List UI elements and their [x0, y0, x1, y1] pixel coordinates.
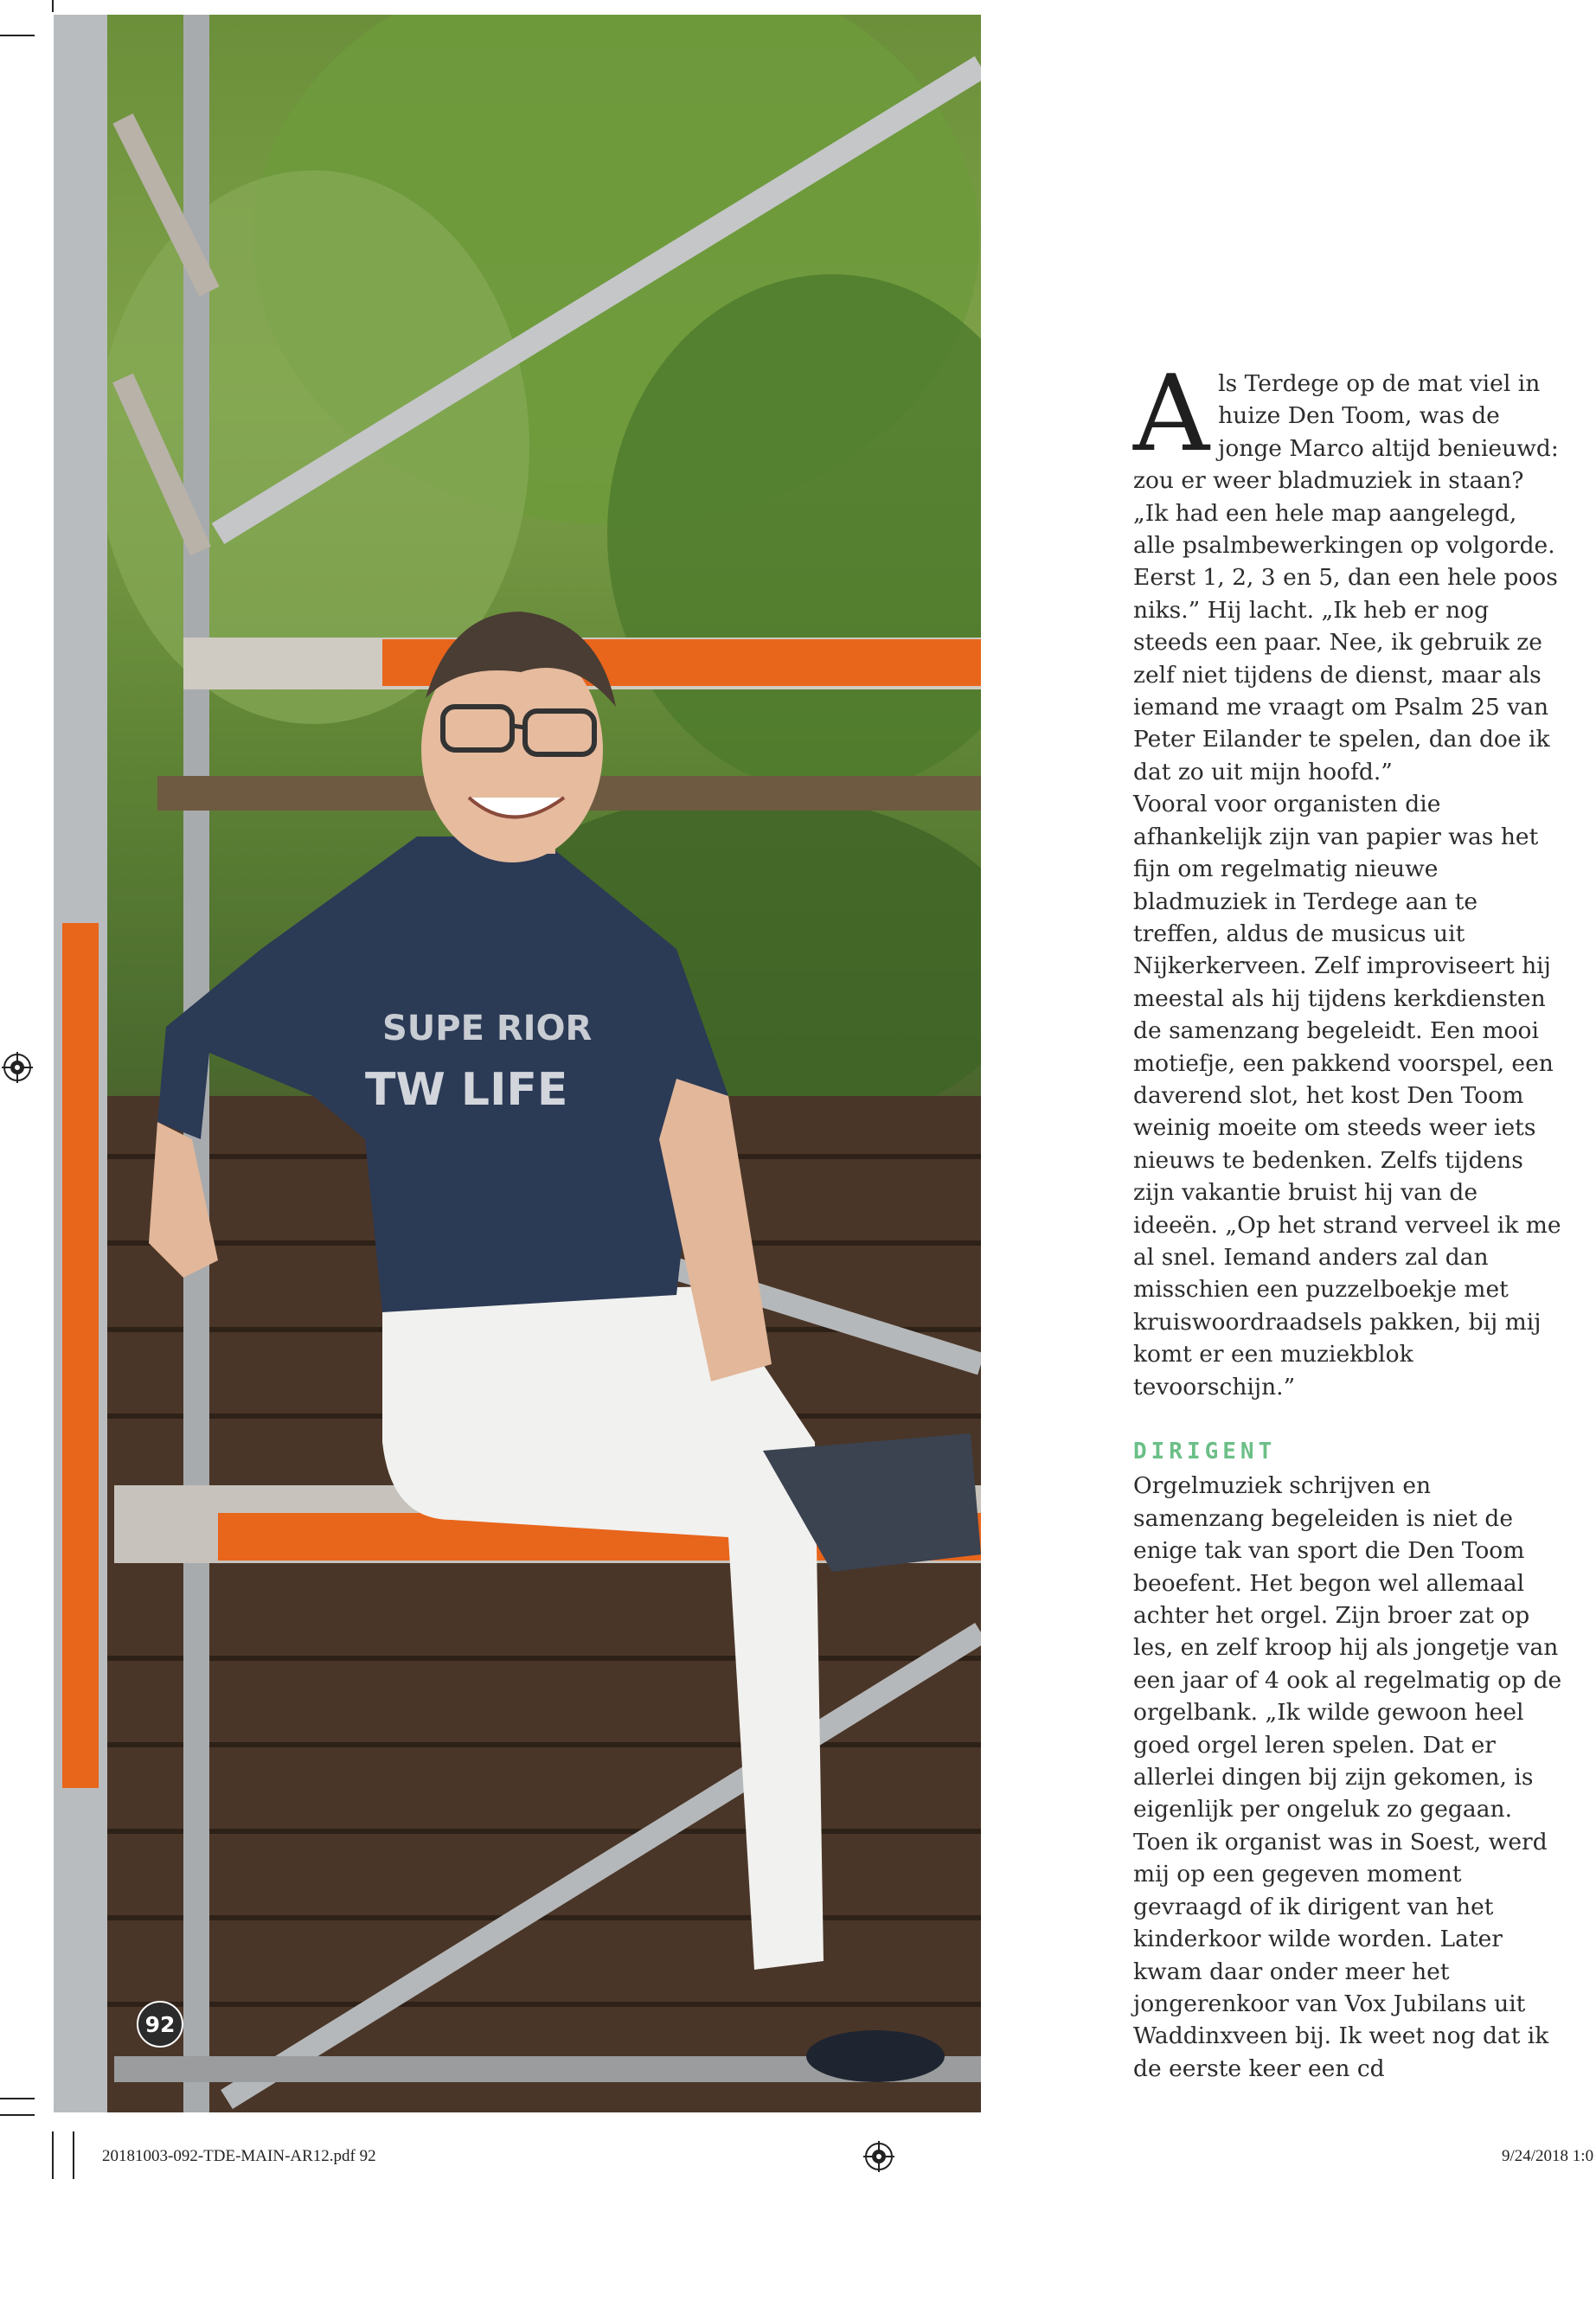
article-column [1133, 352, 1566, 2085]
drop-cap: A [1133, 352, 1210, 475]
crop-mark [52, 0, 54, 12]
section-heading: DIRIGENT [1133, 1439, 1277, 1465]
paragraph [1133, 352, 1566, 788]
registration-mark-icon [863, 2141, 894, 2172]
paragraph: Orgelmuziek schrijven en samenzang begeleiden is niet de enige tak van sport die Den Toom beoefent. Het begon wel allemaal achter het orgel. Zijn broer zat op les, en zelf kroop hij als jongetje van een jaar of 4 ook al regelmatig op de orgelbank. „Ik wilde gewoon heel goed orgel leren spelen. Dat er allerlei dingen bij zijn gekomen, is eigenlijk per ongeluk zo gegaan. Toen ik organist was in Soest, werd mij op een gegeven moment gevraagd of ik dirigent van het kinderkoor wilde worden. Later kwam daar onder meer het jongerenkoor van Vox Jubilans uit Waddinxveen bij. Ik weet nog dat ik de eerste keer een cd [1133, 1472, 1562, 2082]
paragraph: Vooral voor organisten die afhankelijk zijn van papier was het fijn om regelmatig nieuwe bladmuziek in Terdege aan te treffen, aldus de musicus uit Nijkerkerveen. Zelf improviseert hij meestal als hij tijdens kerkdiensten de samenzang begeleidt. Een mooi motiefje, een pakkend voorspel, een daverend slot, het kost Den Toom weinig moeite om steeds weer iets nieuws te bedenken. Zelfs tijdens zijn vakantie bruist hij van de ideeën. „Op het strand verveel ik me al snel. Iemand anders zal dan misschien een puzzelboekje met kruiswoordraadsels pakken, bij mij komt er een muziekblok tevoorschijn.” [1133, 791, 1561, 1400]
portrait-photo [54, 15, 981, 2112]
crop-mark [0, 2098, 35, 2099]
shirt-print: TW LIFE [365, 1064, 568, 1116]
shirt-print: SUPE RIOR [382, 1009, 593, 1048]
crop-mark [73, 2131, 74, 2179]
crop-mark [0, 35, 35, 36]
crop-mark [52, 2131, 54, 2179]
file-slug: 20181003-092-TDE-MAIN-AR12.pdf 92 [102, 2147, 376, 2165]
registration-mark-icon [2, 1052, 33, 1083]
print-date: 9/24/2018 1:0 [1502, 2147, 1594, 2165]
page-number: 92 [137, 2001, 183, 2048]
paragraph-text: ls Terdege op de mat viel in huize Den Toom, was de jonge Marco altijd benieuwd: zou er weer bladmuziek in staan? „Ik had een hele map aangelegd, alle psalmbewerkingen op volgorde. Eerst 1, 2, 3 en 5, dan een hele poos niks.” Hij lacht. „Ik heb er nog steeds een paar. Nee, ik gebruik ze zelf niet tijdens de dienst, maar als iemand me vraagt om Psalm 25 van Peter Eilander te spelen, dan doe ik dat zo uit mijn hoofd.” [1133, 370, 1559, 785]
crop-mark [0, 2114, 35, 2116]
